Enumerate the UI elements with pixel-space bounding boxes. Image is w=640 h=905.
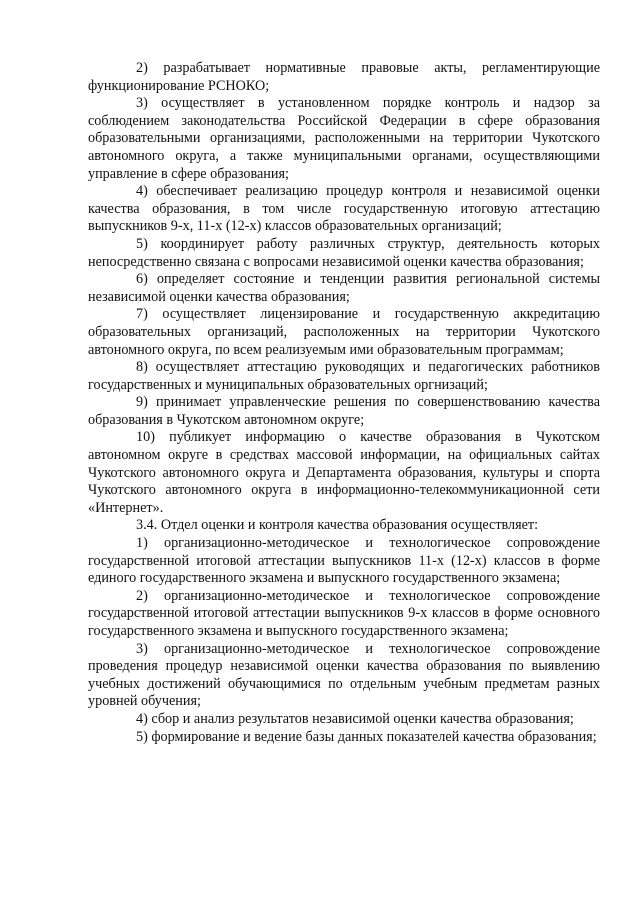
paragraph-15: 5) формирование и ведение базы данных показателей качества образования;	[136, 728, 597, 745]
paragraph-12: 2) организационно-методическое и технологическое сопровождение государственной итоговой аттестации выпускников 9-х классов в форме основного государственного экзамена и выпускного государственного экзамена;	[88, 587, 600, 639]
paragraph-3: 4) обеспечивает реализацию процедур контроля и независимой оценки качества образования, в том числе государственную итоговую аттестацию выпускников 9-х, 11-х (12-х) классов образовательных организаций;	[88, 183, 600, 235]
paragraph-6: 7) осуществляет лицензирование и государственную аккредитацию образовательных организаций, расположенных на территории Чукотского автономного округа, по всем реализуемым ими образовательным программам;	[88, 306, 600, 358]
paragraph-9: 10) публикует информацию о качестве образования в Чукотском автономном округе в средствах массовой информации, на официальных сайтах Чукотского автономного округа и Департамента образования, культуры и спорта Чукотского автономного округа в информационно-телекоммуникационной сети «Интернет».	[88, 429, 600, 516]
paragraph-8: 9) принимает управленческие решения по совершенствованию качества образования в Чукотском автономном округе;	[88, 394, 600, 428]
paragraph-2: 3) осуществляет в установленном порядке контроль и надзор за соблюдением законодательства Российской Федерации в сфере образования образовательными организациями, расположенными на территории Чукотского автономного округа, а также муниципальными органами, осуществляющими управление в сфере образования;	[88, 95, 600, 182]
paragraph-1: 2) разрабатывает нормативные правовые акты, регламентирующие функционирование РСНОКО;	[88, 60, 600, 94]
paragraph-7: 8) осуществляет аттестацию руководящих и педагогических работников государственных и муниципальных образовательных оргнизаций;	[88, 359, 600, 393]
section-3-4-heading: 3.4. Отдел оценки и контроля качества образования осуществляет:	[136, 517, 539, 534]
paragraph-11: 1) организационно-методическое и технологическое сопровождение государственной итоговой аттестации выпускников 11-х (12-х) классов в форме единого государственного экзамена и выпускного государственного экзамена;	[88, 535, 600, 587]
paragraph-14: 4) сбор и анализ результатов независимой оценки качества образования;	[136, 710, 574, 727]
paragraph-13: 3) организационно-методическое и технологическое сопровождение проведения процедур независимой оценки качества образования по выявлению учебных достижений обучающимися по отдельным учебным предметам разных уровней обучения;	[88, 640, 600, 710]
document-page	[88, 60, 600, 746]
paragraph-5: 6) определяет состояние и тенденции развития региональной системы независимой оценки качества образования;	[88, 271, 600, 305]
paragraph-4: 5) координирует работу различных структур, деятельность которых непосредственно связана с вопросами независимой оценки качества образования;	[88, 235, 600, 270]
